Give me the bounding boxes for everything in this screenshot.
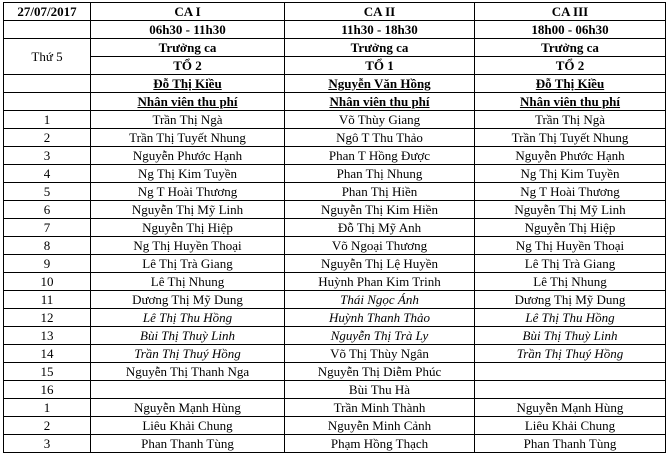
row-number: 16 (4, 381, 91, 399)
row-number: 13 (4, 327, 91, 345)
date-cell-blank (4, 21, 91, 39)
table-row (4, 381, 666, 399)
shift-2-staff: Đỗ Thị Mỹ Anh (285, 219, 475, 237)
shift-2-staff: Thái Ngọc Ánh (285, 291, 475, 309)
shift-3-staff (475, 363, 666, 381)
shift-2-name: CA II (285, 3, 475, 21)
shift-2-staff: Ngô T Thu Thảo (285, 129, 475, 147)
row-number: 15 (4, 363, 91, 381)
table-row (4, 219, 666, 237)
shift-2-team: TỔ 1 (285, 57, 475, 75)
shift-3-staff: Nguyễn Phước Hạnh (475, 147, 666, 165)
shift-3-name: CA III (475, 3, 666, 21)
table-row (4, 255, 666, 273)
shift-1-staff: Trần Thị Thuý Hồng (91, 345, 285, 363)
table-row (4, 435, 666, 453)
shift-1-staff: Lê Thị Thu Hồng (91, 309, 285, 327)
shift-1-staff: Nguyễn Thị Mỹ Linh (91, 201, 285, 219)
shift-2-staff: Huỳnh Thanh Thảo (285, 309, 475, 327)
row-number: 11 (4, 291, 91, 309)
table-row (4, 165, 666, 183)
day-cell: Thứ 5 (4, 39, 91, 75)
shift-2-staff: Võ Thùy Giang (285, 111, 475, 129)
shift-2-staff: Huỳnh Phan Kim Trinh (285, 273, 475, 291)
table-row (4, 111, 666, 129)
row-number: 8 (4, 237, 91, 255)
leader-blank (4, 75, 91, 93)
shift-3-staff: Ng Thị Kim Tuyền (475, 165, 666, 183)
shift-1-name: CA I (91, 3, 285, 21)
shift-1-staff: Liêu Khải Chung (91, 417, 285, 435)
shift-2-staff: Nguyễn Thị Kim Hiền (285, 201, 475, 219)
shift-1-team: TỔ 2 (91, 57, 285, 75)
shift-2-staff: Võ Thị Thùy Ngân (285, 345, 475, 363)
row-number: 12 (4, 309, 91, 327)
shift-2-time: 11h30 - 18h30 (285, 21, 475, 39)
shift-1-staff: Lê Thị Nhung (91, 273, 285, 291)
shift-3-staff: Liêu Khải Chung (475, 417, 666, 435)
shift-1-staff: Nguyễn Phước Hạnh (91, 147, 285, 165)
table-row (4, 327, 666, 345)
shift-3-staff: Lê Thị Thu Hồng (475, 309, 666, 327)
shift-2-staff: Phạm Hồng Thạch (285, 435, 475, 453)
row-number: 7 (4, 219, 91, 237)
table-row (4, 363, 666, 381)
table-row (4, 345, 666, 363)
table-row (4, 417, 666, 435)
shift-2-staff: Nguyễn Thị Diễm Phúc (285, 363, 475, 381)
staff-blank (4, 93, 91, 111)
table-row (4, 129, 666, 147)
row-number: 6 (4, 201, 91, 219)
shift-3-staff: Trần Thị Ngà (475, 111, 666, 129)
row-number: 3 (4, 435, 91, 453)
staff-rows (4, 111, 666, 453)
table-row (4, 291, 666, 309)
row-number: 9 (4, 255, 91, 273)
shift-3-staff: Phan Thanh Tùng (475, 435, 666, 453)
table-row (4, 147, 666, 165)
table-row (4, 183, 666, 201)
shift-3-staff: Nguyễn Thị Hiệp (475, 219, 666, 237)
header-row-team (4, 57, 666, 75)
shift-3-role: Trưởng ca (475, 39, 666, 57)
shift-1-staff: Ng Thị Kim Tuyền (91, 165, 285, 183)
shift-3-staff: Trần Thị Tuyết Nhung (475, 129, 666, 147)
row-number: 5 (4, 183, 91, 201)
shift-3-staff: Ng Thị Huyền Thoại (475, 237, 666, 255)
row-number: 3 (4, 147, 91, 165)
row-number: 4 (4, 165, 91, 183)
shift-2-staff: Võ Ngoại Thương (285, 237, 475, 255)
shift-1-staff: Bùi Thị Thuỳ Linh (91, 327, 285, 345)
shift-2-staff: Phan Thị Nhung (285, 165, 475, 183)
row-number: 14 (4, 345, 91, 363)
shift-3-staff: Ng T Hoài Thương (475, 183, 666, 201)
shift-3-staff: Lê Thị Nhung (475, 273, 666, 291)
shift-1-staff-header: Nhân viên thu phí (91, 93, 285, 111)
shift-2-staff: Bùi Thu Hà (285, 381, 475, 399)
shift-1-leader: Đỗ Thị Kiều (91, 75, 285, 93)
shift-1-time: 06h30 - 11h30 (91, 21, 285, 39)
shift-3-staff: Bùi Thị Thuỳ Linh (475, 327, 666, 345)
shift-3-staff: Nguyễn Mạnh Hùng (475, 399, 666, 417)
table-row (4, 237, 666, 255)
table-row (4, 309, 666, 327)
shift-1-role: Trưởng ca (91, 39, 285, 57)
shift-1-staff: Nguyễn Thị Hiệp (91, 219, 285, 237)
table-row (4, 201, 666, 219)
shift-1-staff: Ng T Hoài Thương (91, 183, 285, 201)
shift-1-staff: Trần Thị Tuyết Nhung (91, 129, 285, 147)
shift-3-staff: Lê Thị Trà Giang (475, 255, 666, 273)
shift-1-staff: Nguyễn Thị Thanh Nga (91, 363, 285, 381)
shift-2-role: Trưởng ca (285, 39, 475, 57)
shift-1-staff: Ng Thị Huyền Thoại (91, 237, 285, 255)
shift-1-staff: Dương Thị Mỹ Dung (91, 291, 285, 309)
shift-1-staff: Lê Thị Trà Giang (91, 255, 285, 273)
shift-3-time: 18h00 - 06h30 (475, 21, 666, 39)
shift-3-leader: Đỗ Thị Kiều (475, 75, 666, 93)
shift-1-staff: Phan Thanh Tùng (91, 435, 285, 453)
shift-schedule-table (3, 2, 666, 453)
shift-3-staff: Dương Thị Mỹ Dung (475, 291, 666, 309)
row-number: 2 (4, 417, 91, 435)
shift-3-staff: Nguyễn Thị Mỹ Linh (475, 201, 666, 219)
shift-3-team: TỔ 2 (475, 57, 666, 75)
row-number: 1 (4, 399, 91, 417)
shift-3-staff-header: Nhân viên thu phí (475, 93, 666, 111)
shift-2-leader: Nguyễn Văn Hồng (285, 75, 475, 93)
shift-3-staff (475, 381, 666, 399)
date-cell: 27/07/2017 (4, 3, 91, 21)
header-row-shift-name (4, 3, 666, 21)
shift-1-staff: Trần Thị Ngà (91, 111, 285, 129)
row-number: 2 (4, 129, 91, 147)
header-row-leader (4, 75, 666, 93)
shift-3-staff: Trần Thị Thuý Hồng (475, 345, 666, 363)
shift-2-staff: Nguyễn Minh Cảnh (285, 417, 475, 435)
header-row-shift-time (4, 21, 666, 39)
table-row (4, 399, 666, 417)
shift-2-staff: Nguyễn Thị Trà Ly (285, 327, 475, 345)
schedule-body (4, 3, 666, 111)
shift-2-staff-header: Nhân viên thu phí (285, 93, 475, 111)
header-row-staff (4, 93, 666, 111)
shift-2-staff: Nguyễn Thị Lệ Huyền (285, 255, 475, 273)
shift-1-staff: Nguyễn Mạnh Hùng (91, 399, 285, 417)
shift-2-staff: Phan T Hồng Được (285, 147, 475, 165)
shift-2-staff: Trần Minh Thành (285, 399, 475, 417)
row-number: 1 (4, 111, 91, 129)
header-row-role (4, 39, 666, 57)
row-number: 10 (4, 273, 91, 291)
shift-2-staff: Phan Thị Hiền (285, 183, 475, 201)
table-row (4, 273, 666, 291)
shift-1-staff (91, 381, 285, 399)
